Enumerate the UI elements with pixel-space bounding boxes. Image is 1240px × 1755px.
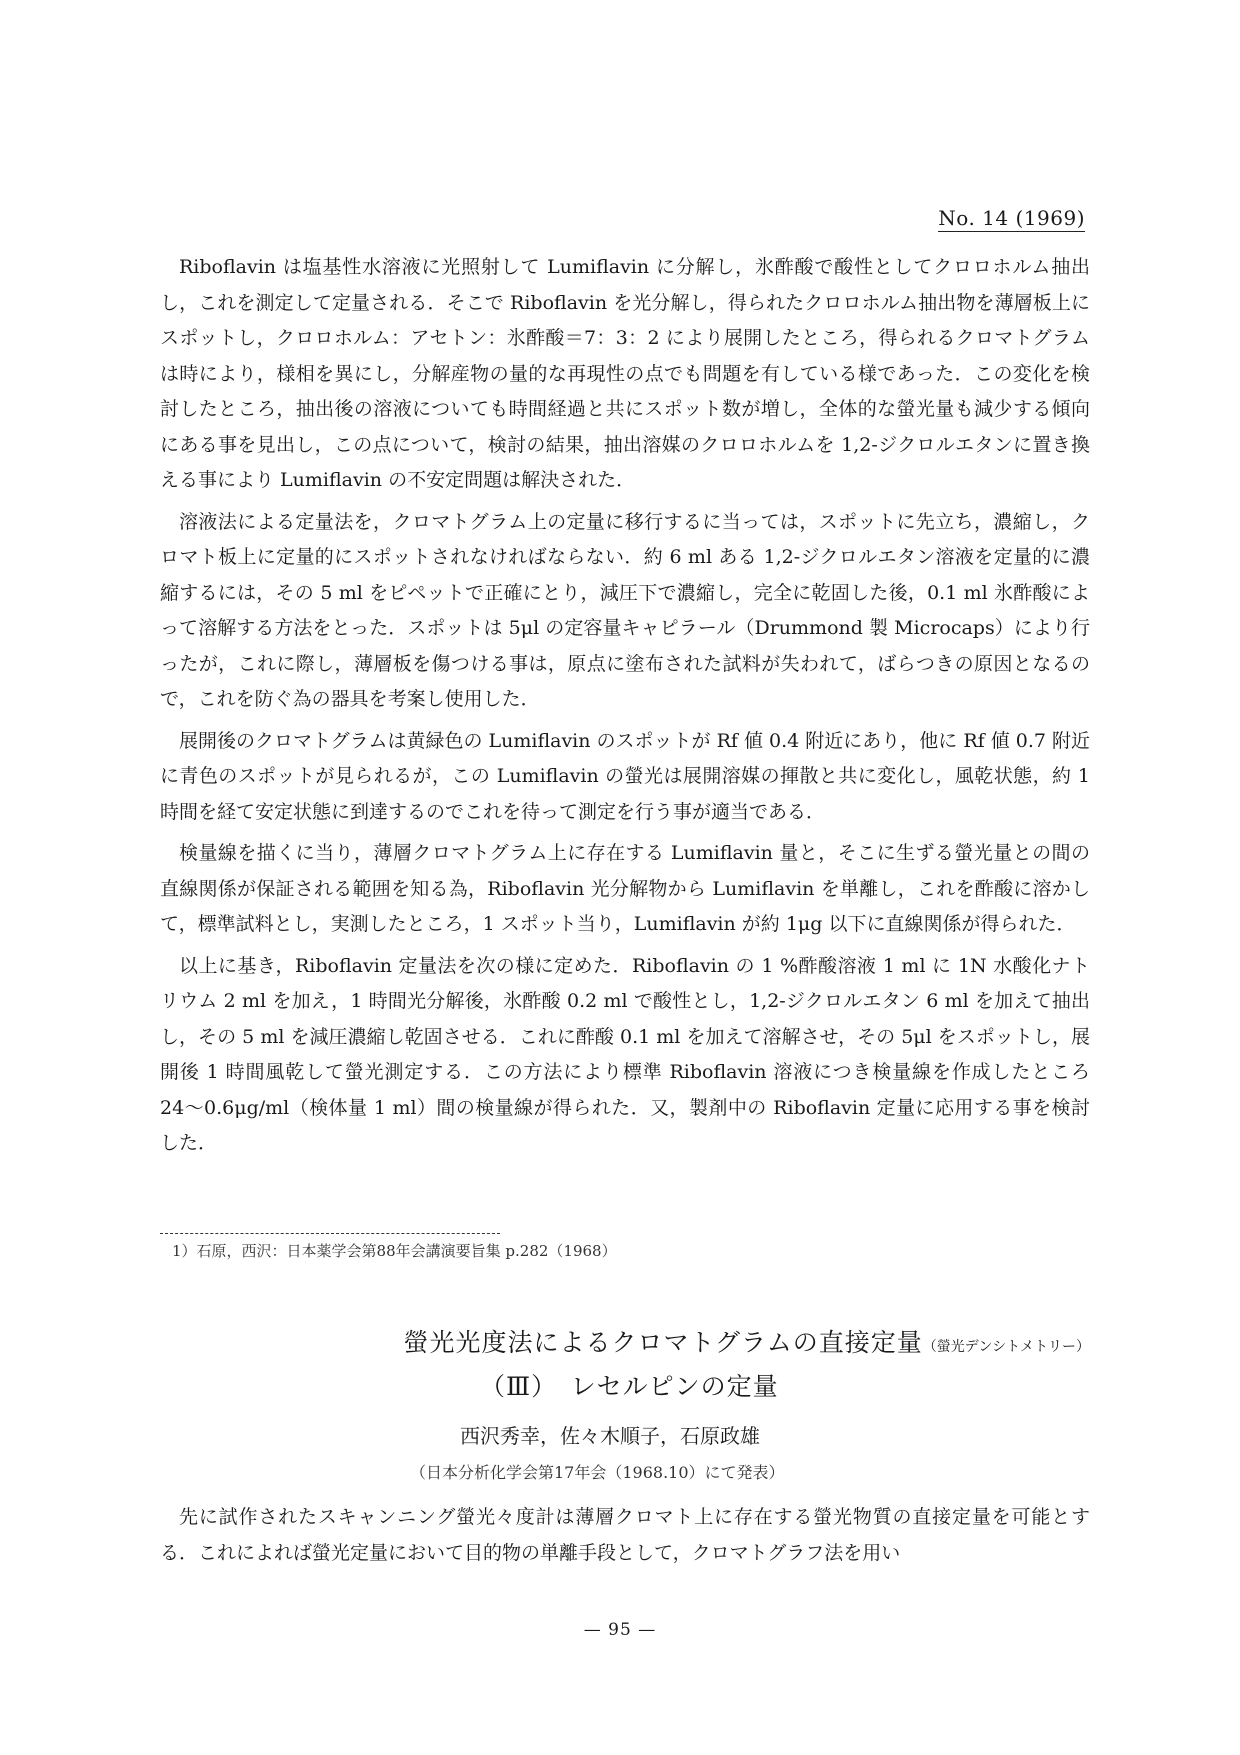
article-header bbox=[160, 1325, 1090, 1485]
article-subtitle: （Ⅲ） レセルピンの定量 bbox=[480, 1372, 779, 1401]
footnote-divider bbox=[160, 1233, 500, 1234]
paragraph-1: Riboflavin は塩基性水溶液に光照射して Lumiflavin に分解し，氷酢酸で酸性としてクロロホルム抽出し，これを測定して定量される．そこで Riboflavin を光分解し，得られたクロロホルム抽出物を薄層板上にスポットし，クロロホルム：アセトン：氷酢酸＝7：3：2 により展開したところ，得られるクロマトグラムは時により，様相を異にし，分解産物の量的な再現性の点でも問題を有している様であった．この変化を検討したところ，抽出後の溶液についても時間経過と共にスポット数が増し，全体的な螢光量も減少する傾向にある事を見出し，この点について，検討の結果，抽出溶媒のクロロホルムを 1,2-ジクロルエタンに置き換える事により Lumiflavin の不安定問題は解決された． bbox=[160, 256, 1090, 491]
article-title-paren: （螢光デンシトメトリー） bbox=[922, 1339, 1090, 1355]
paragraph-4: 検量線を描くに当り，薄層クロマトグラム上に存在する Lumiflavin 量と，そこに生ずる螢光量との間の直線関係が保証される範囲を知る為，Riboflavin 光分解物から Lumiflavin を単離し，これを酢酸に溶かして，標準試料とし，実測したところ，1 スポット当り，Lumiflavin が約 1μg 以下に直線関係が得られた． bbox=[160, 842, 1090, 935]
paragraph-2: 溶液法による定量法を，クロマトグラム上の定量に移行するに当っては，スポットに先立ち，濃縮し，クロマト板上に定量的にスポットされなければならない．約 6 ml ある 1,2-ジクロルエタン溶液を定量的に濃縮するには，その 5 ml をピペットで正確にとり，減圧下で濃縮し，完全に乾固した後，0.1 ml 氷酢酸によって溶解する方法をとった．スポットは 5μl の定容量キャピラール（Drummond 製 Microcaps）により行ったが，これに際し，薄層板を傷つける事は，原点に塗布された試料が失われて，ばらつきの原因となるので，これを防ぐ為の器具を考案し使用した． bbox=[160, 510, 1090, 710]
article-authors: 西沢秀幸，佐々木順子，石原政雄 bbox=[460, 1424, 760, 1448]
article-affiliation: （日本分析化学会第17年会（1968.10）にて発表） bbox=[410, 1463, 785, 1482]
main-body bbox=[160, 250, 1090, 1168]
page-number: — 95 — bbox=[583, 1620, 657, 1640]
article-title bbox=[160, 1325, 1090, 1365]
intro-paragraph: 先に試作されたスキャンニング螢光々度計は薄層クロマト上に存在する螢光物質の直接定量を可能とする．これによれば螢光定量において目的物の単離手段として，クロマトグラフ法を用い bbox=[160, 1506, 1090, 1564]
paragraph-3: 展開後のクロマトグラムは黄緑色の Lumiflavin のスポットが Rf 値 0.4 附近にあり，他に Rf 値 0.7 附近に青色のスポットが見られるが，この Lumiflavin の螢光は展開溶媒の揮散と共に変化し，風乾状態，約 1 時間を経て安定状態に到達するのでこれを待って測定を行う事が適当である． bbox=[160, 729, 1090, 823]
article-title-main: 螢光光度法によるクロマトグラムの直接定量 bbox=[403, 1328, 923, 1357]
issue-number: No. 14 (1969) bbox=[938, 206, 1085, 230]
paragraph-5: 以上に基き，Riboflavin 定量法を次の様に定めた．Riboflavin の 1 %酢酸溶液 1 ml に 1N 水酸化ナトリウム 2 ml を加え，1 時間光分解後，氷酢酸 0.2 ml で酸性とし，1,2-ジクロルエタン 6 ml を加えて抽出し，その 5 ml を減圧濃縮し乾固させる．これに酢酸 0.1 ml を加えて溶解させ，その 5μl をスポットし，展開後 1 時間風乾して螢光測定する．この方法により標準 Riboflavin 溶液につき検量線を作成したところ 24〜0.6μg/ml（検体量 1 ml）間の検量線が得られた．又，製剤中の Riboflavin 定量に応用する事を検討した． bbox=[160, 954, 1090, 1154]
footnote: 1）石原，西沢：日本薬学会第88年会講演要旨集 p.282（1968） bbox=[172, 1242, 617, 1260]
article-intro bbox=[160, 1500, 1090, 1571]
